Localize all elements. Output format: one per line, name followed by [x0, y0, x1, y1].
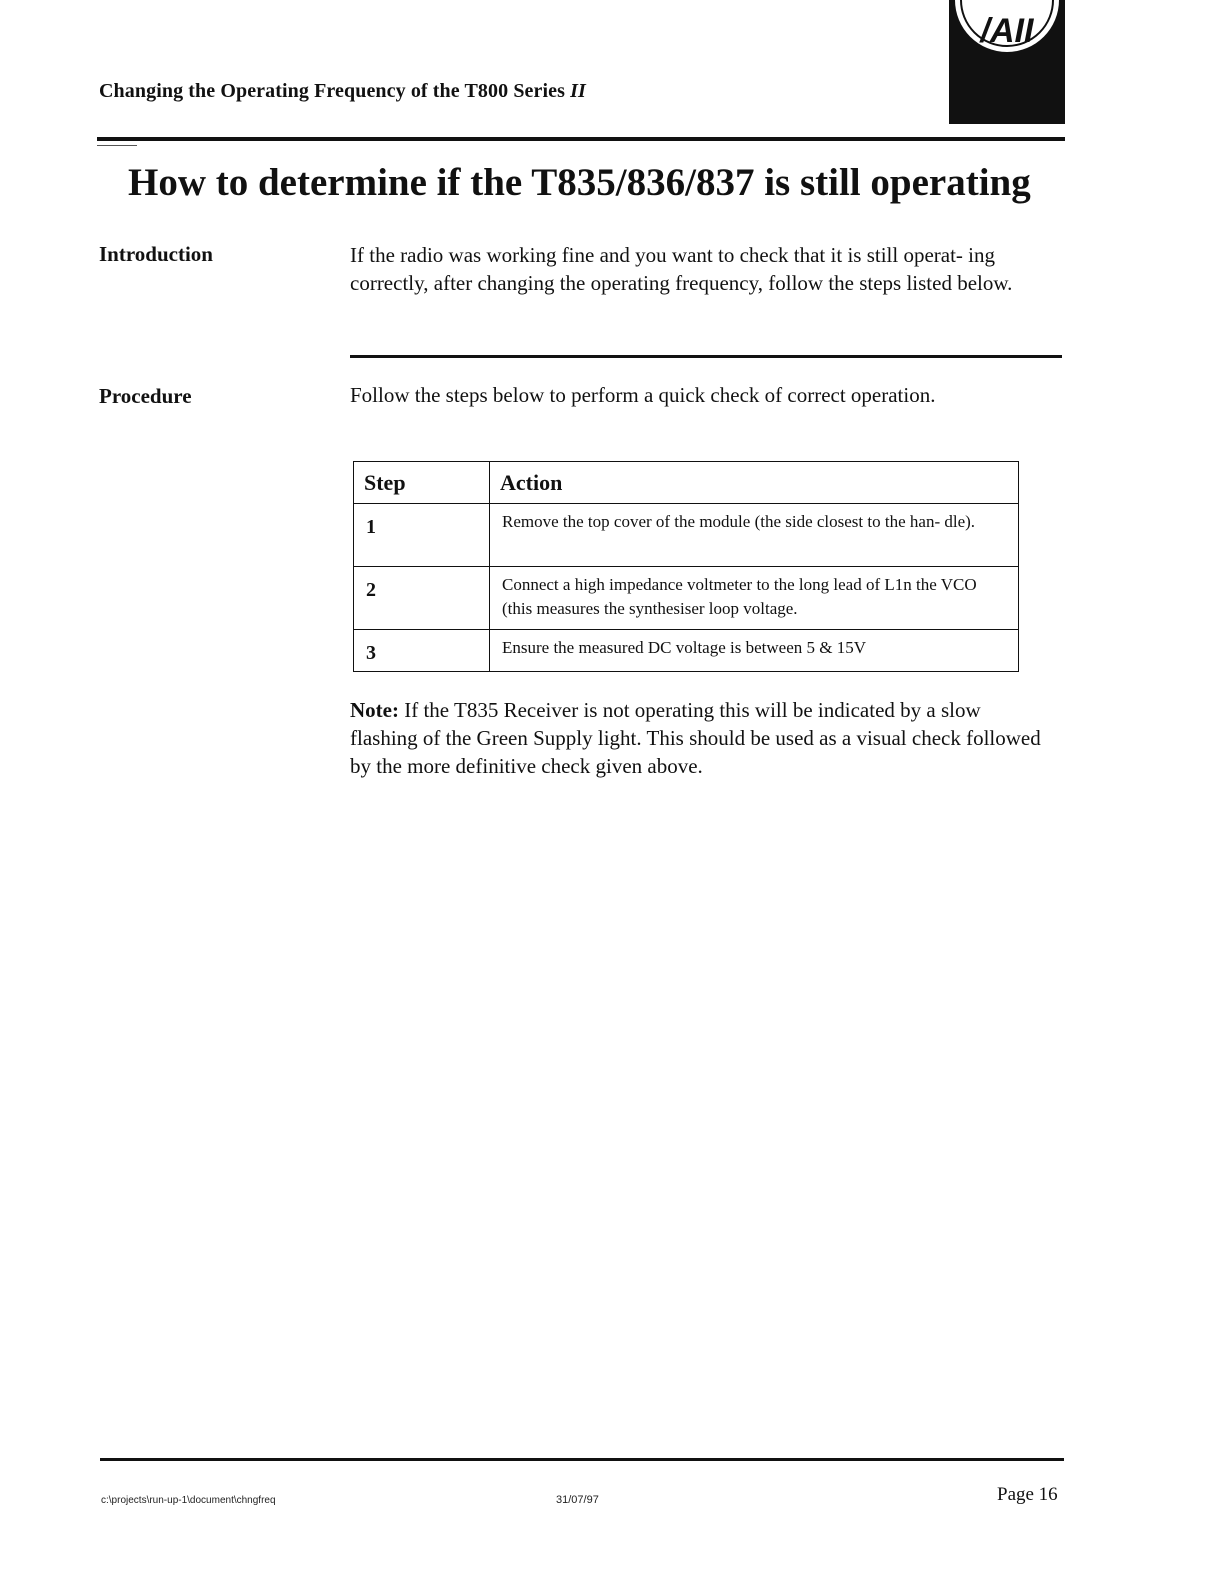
running-header-text: Changing the Operating Frequency of the T800 Series: [99, 80, 566, 102]
header-rule: [97, 137, 1065, 141]
introduction-text: If the radio was working fine and you want to check that it is still operat- ing correctly, after changing the operating frequency, follow the steps listed below.: [350, 243, 1013, 295]
step-number: 3: [354, 630, 490, 672]
note-label: Note:: [350, 698, 399, 722]
procedure-label: Procedure: [99, 384, 192, 408]
footer-date: 31/07/97: [556, 1494, 599, 1506]
section-rule: [350, 355, 1062, 358]
step-action: Connect a high impedance voltmeter to the long lead of L1n the VCO (this measures the synthesiser loop voltage.: [490, 567, 1019, 630]
note-paragraph: [350, 696, 1050, 780]
footer-rule: [100, 1458, 1064, 1461]
step-number: 2: [354, 567, 490, 630]
step-action: Ensure the measured DC voltage is between 5 & 15V: [490, 630, 1019, 672]
steps-table: [353, 461, 1019, 672]
column-header-action: Action: [490, 462, 1019, 504]
table-row: [354, 567, 1019, 630]
table-row: [354, 504, 1019, 567]
procedure-text: Follow the steps below to perform a quick check of correct operation.: [350, 383, 936, 407]
running-header: [99, 80, 586, 103]
page-title: How to determine if the T835/836/837 is still operating: [128, 161, 1031, 204]
step-action: Remove the top cover of the module (the side closest to the han- dle).: [490, 504, 1019, 567]
steps-table-header-row: [354, 462, 1019, 504]
header-rule-thin: [97, 145, 137, 146]
introduction-label: Introduction: [99, 242, 213, 266]
running-header-series: II: [570, 80, 586, 102]
table-row: [354, 630, 1019, 672]
page-number: Page 16: [997, 1484, 1058, 1505]
company-logo: [949, 0, 1065, 124]
step-number: 1: [354, 504, 490, 567]
note-text: If the T835 Receiver is not operating this will be indicated by a slow flashing of the Green Supply light. This should be used as a visual check followed by the more definitive check given above.: [350, 698, 1041, 778]
column-header-step: Step: [354, 462, 490, 504]
logo-text: /AII: [980, 12, 1034, 50]
footer-file-path: c:\projects\run-up-1\document\chngfreq: [101, 1495, 276, 1506]
